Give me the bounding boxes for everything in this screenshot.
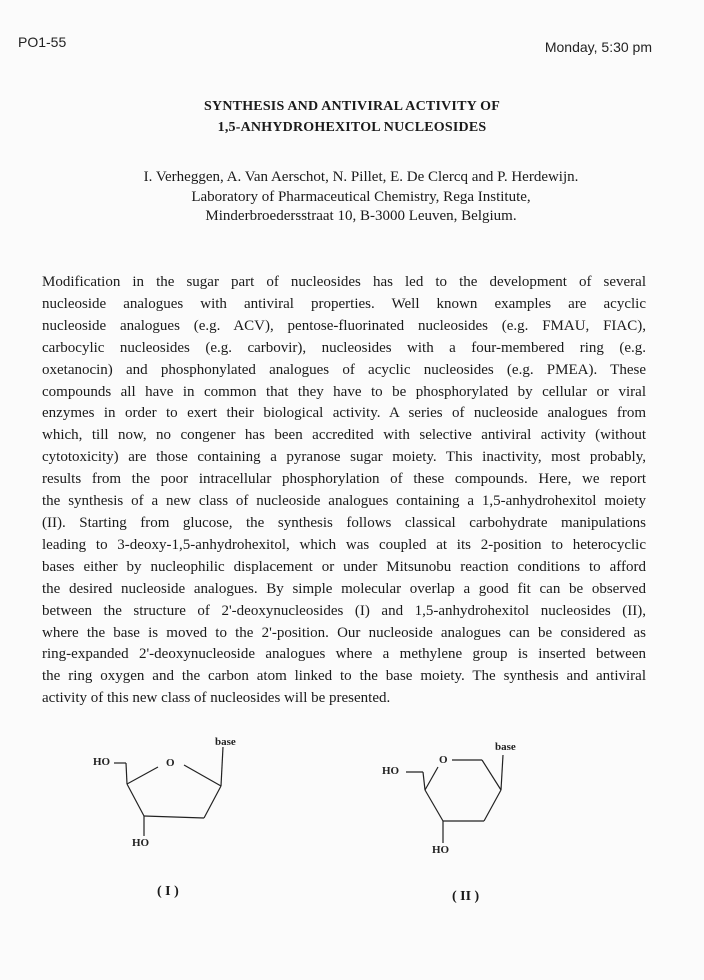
abstract-line: ring-expanded 2'-deoxynucleoside analogues where a methylene group is inserted between — [42, 646, 646, 663]
ho-label-bottom: HO — [132, 837, 150, 849]
abstract-line: nucleoside analogues with antiviral properties. Well known examples are acyclic — [42, 295, 646, 312]
abstract-line: (II). Starting from glucose, the synthesis follows classical carbohydrate manipulations — [42, 514, 646, 531]
abstract-line: leading to 3-deoxy-1,5-anhydrohexitol, which was coupled at its 2-position to heterocyclic — [42, 536, 646, 553]
bond — [501, 755, 503, 790]
abstract-line: between the structure of 2'-deoxynucleosides (I) and 1,5-anhydrohexitol nucleosides (II), — [42, 602, 646, 619]
structure-compound-1 — [80, 730, 260, 860]
structure-compound-2 — [360, 730, 540, 870]
ring-oxygen-label: O — [439, 754, 448, 766]
abstract-line: cytotoxicity) are those containing a pyranose sugar moiety. This inactivity, most probably, — [42, 449, 646, 466]
abstract-line: the ring oxygen and the carbon atom linked to the base moiety. The synthesis and antiviral — [42, 668, 646, 685]
bond — [484, 790, 501, 821]
compound-label-1: ( I ) — [157, 884, 179, 899]
bond — [423, 772, 425, 790]
abstract-line: compounds all have in common that they have to be phosphorylated by cellular or viral — [42, 383, 646, 400]
bond — [221, 747, 223, 786]
ho-label-bottom: HO — [432, 844, 450, 856]
bond — [482, 760, 501, 790]
abstract-line: the synthesis of a new class of nucleoside analogues containing a 1,5-anhydrohexitol moiety — [42, 493, 646, 510]
title-line-1: SYNTHESIS AND ANTIVIRAL ACTIVITY OF — [204, 99, 500, 114]
bond — [425, 767, 438, 790]
bond — [126, 763, 127, 784]
ring-oxygen-label: O — [166, 757, 175, 769]
furanose-ring-diagram — [80, 730, 260, 860]
ho-label-top: HO — [382, 765, 400, 777]
abstract-body — [42, 272, 646, 710]
bond — [127, 784, 144, 816]
abstract-line: which, till now, no congener has been accredited with selective antiviral activity (without — [42, 427, 646, 444]
abstract-line: the desired nucleoside analogues. By simple molecular overlap a good fit can be observed — [42, 580, 646, 597]
bond — [425, 790, 443, 821]
author-names: I. Verheggen, A. Van Aerschot, N. Pillet, E. De Clercq and P. Herdewijn. — [143, 169, 579, 185]
bond — [204, 786, 221, 818]
abstract-line: results from the poor intracellular phosphorylation of these compounds. Here, we report — [42, 471, 646, 488]
base-label: base — [215, 736, 236, 748]
session-time: Monday, 5:30 pm — [544, 39, 652, 55]
author-address: Minderbroedersstraat 10, B-3000 Leuven, Belgium. — [205, 208, 517, 224]
bond — [127, 767, 158, 784]
abstract-line: Modification in the sugar part of nucleosides has led to the development of several — [42, 274, 646, 290]
title-line-2: 1,5-ANHYDROHEXITOL NUCLEOSIDES — [217, 120, 487, 135]
author-block — [0, 168, 704, 227]
abstract-line: where the base is moved to the 2'-position. Our nucleoside analogues can be considered as — [42, 624, 646, 641]
abstract-code: PO1-55 — [18, 34, 67, 50]
abstract-line: bases either by nucleophilic displacement or under Mitsunobu reaction conditions to afford — [42, 558, 646, 575]
author-affiliation: Laboratory of Pharmaceutical Chemistry, Rega Institute, — [191, 188, 531, 205]
compound-label-2: ( II ) — [452, 889, 480, 904]
ho-label-top: HO — [93, 756, 111, 768]
abstract-line: nucleoside analogues (e.g. ACV), pentose-fluorinated nucleosides (e.g. FMAU, FIAC), — [42, 317, 646, 334]
bond — [184, 765, 221, 786]
abstract-line: activity of this new class of nucleosides will be presented. — [42, 690, 391, 707]
paper-title — [0, 96, 704, 138]
abstract-line: carbocylic nucleosides (e.g. carbovir), nucleosides with a four-membered ring (e.g. — [42, 339, 646, 356]
abstract-line: enzymes in order to exert their biological activity. A series of nucleoside analogues from — [42, 405, 646, 422]
abstract-line: oxetanocin) and phosphonylated analogues of acyclic nucleosides (e.g. PMEA). These — [42, 361, 646, 378]
bond — [144, 816, 204, 818]
base-label: base — [495, 741, 516, 753]
